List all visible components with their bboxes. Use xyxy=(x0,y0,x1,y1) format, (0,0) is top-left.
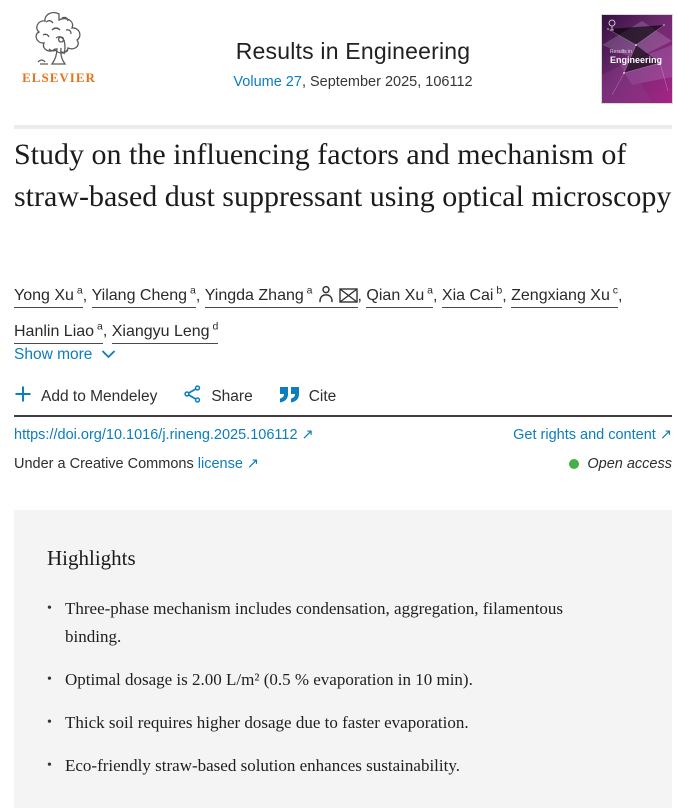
license-link[interactable]: license ↗ xyxy=(197,456,260,472)
journal-issue-info xyxy=(104,74,602,90)
cc-statement: Under a Creative Commons license ↗ xyxy=(14,456,260,472)
journal-header xyxy=(14,10,672,114)
journal-cover-image[interactable] xyxy=(602,10,672,108)
external-link-icon: ↗ xyxy=(246,456,260,472)
envelope-icon xyxy=(334,287,358,304)
issue-date-text: , September 2025, 106112 xyxy=(301,74,473,90)
author-link[interactable]: Yilang Cheng $^a$, xyxy=(92,287,205,308)
license-row xyxy=(14,456,672,472)
cite-label: Cite xyxy=(308,387,337,405)
open-access-label: Open access xyxy=(587,456,672,472)
author-link[interactable]: Xiangyu Leng $^d$ xyxy=(112,323,219,344)
article-title: Study on the influencing factors and mechanism of straw-based dust suppressant using optical microscopy xyxy=(14,138,672,213)
show-more-label: Show more xyxy=(14,346,93,363)
action-toolbar xyxy=(14,384,336,409)
elsevier-logo[interactable] xyxy=(14,10,104,86)
open-access-badge xyxy=(569,456,672,472)
author-link[interactable]: Xia Cai $^b$, xyxy=(442,287,511,308)
cover-title-small: Results in xyxy=(610,49,632,55)
external-link-icon: ↗ xyxy=(659,427,672,443)
add-to-mendeley-button[interactable] xyxy=(14,385,157,408)
highlight-item: • Optimal dosage is 2.00 L/m² (0.5 % evaporation in 10 min). xyxy=(47,670,473,689)
section-divider xyxy=(14,415,672,417)
highlights-heading: Highlights xyxy=(47,546,136,570)
highlight-item: • Three-phase mechanism includes condensation, aggregation, filamentous binding. xyxy=(47,599,564,646)
author-link[interactable]: Qian Xu $^a$, xyxy=(366,287,441,308)
share-label: Share xyxy=(211,387,253,405)
person-icon xyxy=(313,287,334,304)
share-icon xyxy=(183,384,202,409)
open-access-dot-icon xyxy=(569,459,579,469)
share-button[interactable] xyxy=(183,384,252,409)
cite-quote-icon xyxy=(279,385,300,408)
elsevier-tree-icon xyxy=(14,10,104,68)
author-link[interactable]: Hanlin Liao $^a$, xyxy=(14,323,112,344)
show-more-button[interactable] xyxy=(14,346,116,364)
chevron-down-icon xyxy=(101,346,116,364)
doi-row xyxy=(14,427,672,443)
doi-link[interactable]: https://doi.org/10.1016/j.rineng.2025.106112 ↗ xyxy=(14,427,314,443)
add-to-mendeley-label: Add to Mendeley xyxy=(41,387,158,405)
author-link[interactable]: Yingda Zhang $^a$ , xyxy=(205,287,367,308)
external-link-icon: ↗ xyxy=(301,427,314,443)
get-rights-link[interactable]: Get rights and content ↗ xyxy=(513,427,672,443)
highlight-item: • Eco-friendly straw-based solution enhances sustainability. xyxy=(47,756,460,775)
highlights-list xyxy=(47,595,632,780)
highlight-item: • Thick soil requires higher dosage due to faster evaporation. xyxy=(47,713,469,732)
author-link[interactable]: Yong Xu $^a$, xyxy=(14,287,92,308)
highlights-section xyxy=(14,510,672,808)
journal-title-link[interactable]: Results in Engineering xyxy=(235,38,471,64)
elsevier-wordmark: ELSEVIER xyxy=(22,70,96,85)
author-list xyxy=(14,276,664,347)
author-link[interactable]: Zengxiang Xu $^c$, xyxy=(511,287,622,308)
header-divider xyxy=(14,125,672,129)
cite-button[interactable] xyxy=(279,385,337,408)
volume-link[interactable]: Volume 27 xyxy=(233,74,302,90)
plus-icon xyxy=(14,385,32,408)
cover-title-large: Engineering xyxy=(610,55,663,65)
